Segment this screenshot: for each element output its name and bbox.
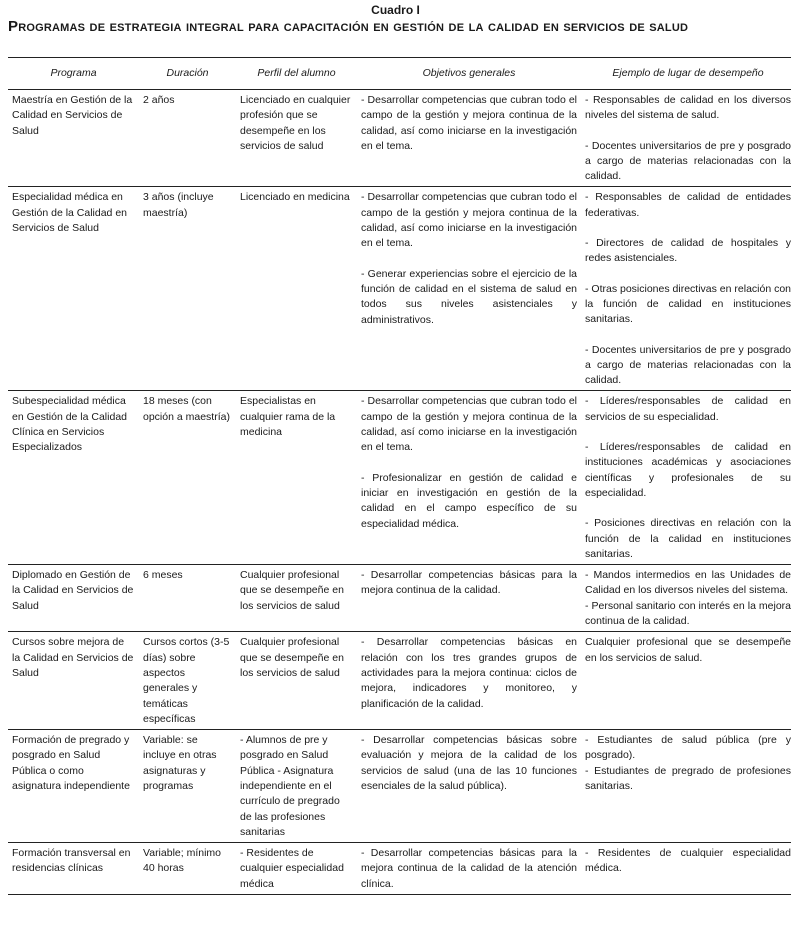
objetivo-item: - Desarrollar competencias básicas sobre evaluación y mejora de la calidad de los servicios de salud (una de las 10 funciones esenciales de la salud pública). (361, 734, 577, 792)
objetivo-item: - Desarrollar competencias que cubran todo el campo de la gestión y mejora continua de la calidad, así como iniciarse en la investigación en el tema. (361, 395, 577, 454)
table-body (8, 90, 791, 895)
table-row (8, 391, 791, 565)
ejemplo-item: - Responsables de calidad de entidades federativas. (585, 191, 791, 219)
ejemplo-item: Cualquier profesional que se desempeñe en los servicios de salud. (585, 636, 791, 664)
objetivo-item: - Desarrollar competencias básicas para la mejora continua de la calidad de la atención clínica. (361, 847, 577, 890)
cell-programa: Especialidad médica en Gestión de la Calidad en Servicios de Salud (8, 187, 139, 391)
cell-objetivos (357, 632, 581, 730)
cell-duracion: 3 años (incluye maestría) (139, 187, 236, 391)
cell-ejemplos (581, 565, 791, 632)
table-caption: Cuadro I (371, 3, 420, 17)
table-row (8, 730, 791, 843)
cell-objetivos (357, 90, 581, 187)
objetivo-item: - Generar experiencias sobre el ejercicio de la función de calidad en el sistema de salud en todos sus niveles asistenciales y administrativos. (361, 267, 577, 326)
cell-perfil: Cualquier profesional que se desempeñe en los servicios de salud (236, 632, 357, 730)
ejemplo-item: - Posiciones directivas en relación con la función de la calidad en instituciones sanitarias. (585, 517, 791, 560)
cell-ejemplos (581, 843, 791, 895)
table-title: Programas de estrategia integral para capacitación en gestión de la calidad en servicios de salud (8, 18, 689, 35)
cell-perfil: Cualquier profesional que se desempeñe en los servicios de salud (236, 565, 357, 632)
cell-ejemplos (581, 730, 791, 843)
objetivo-item: - Desarrollar competencias que cubran todo el campo de la gestión y mejora continua de la calidad, así como iniciarse en la investigación en el tema. (361, 94, 577, 152)
cell-duracion: 18 meses (con opción a maestría) (139, 391, 236, 565)
objetivo-item: - Desarrollar competencias básicas para la mejora continua de la calidad. (361, 569, 577, 597)
objetivo-item: - Desarrollar competencias que cubran todo el campo de la gestión y mejora continua de la calidad, así como iniciarse en la investigación en el tema. (361, 191, 577, 250)
table-row (8, 843, 791, 895)
header-objetivos: Objetivos generales (357, 58, 581, 90)
table-row (8, 632, 791, 730)
cell-programa: Maestría en Gestión de la Calidad en Servicios de Salud (8, 90, 139, 187)
ejemplo-item: - Docentes universitarios de pre y posgrado a cargo de materias relacionadas con la calidad. (585, 139, 791, 183)
cell-duracion: Cursos cortos (3-5 días) sobre aspectos generales y temáticas específicas (139, 632, 236, 730)
ejemplo-item: - Mandos intermedios en las Unidades de Calidad en los diversos niveles del sistema. (585, 569, 791, 597)
objetivo-item: - Profesionalizar en gestión de calidad e iniciar en investigación en gestión de la calidad en el campo específico de su especialidad médica. (361, 471, 577, 530)
ejemplo-item: - Personal sanitario con interés en la mejora continua de la calidad. (585, 599, 791, 628)
header-perfil: Perfil del alumno (236, 58, 357, 90)
cell-objetivos (357, 187, 581, 391)
cell-objetivos (357, 843, 581, 895)
header-programa: Programa (8, 58, 139, 90)
ejemplo-item: - Responsables de calidad en los diversos niveles del sistema de salud. (585, 94, 791, 122)
cell-duracion: 6 meses (139, 565, 236, 632)
cell-duracion: 2 años (139, 90, 236, 187)
ejemplo-item: - Directores de calidad de hospitales y redes asistenciales. (585, 237, 791, 265)
ejemplo-item: - Docentes universitarios de pre y posgrado a cargo de materias relacionadas con la calidad. (585, 343, 791, 387)
cell-ejemplos (581, 90, 791, 187)
cell-programa: Formación de pregrado y posgrado en Salud Pública o como asignatura independiente (8, 730, 139, 843)
cell-duracion: Variable: se incluye en otras asignaturas y programas (139, 730, 236, 843)
ejemplo-item: - Residentes de cualquier especialidad médica. (585, 847, 791, 875)
cell-perfil: Licenciado en cualquier profesión que se desempeñe en los servicios de salud (236, 90, 357, 187)
cell-perfil: - Alumnos de pre y posgrado en Salud Pública - Asignatura independiente en el currículo de pregrado de las profesiones sanitarias (236, 730, 357, 843)
table-row (8, 187, 791, 391)
ejemplo-item: - Líderes/responsables de calidad en instituciones académicas y asociaciones científicas y profesionales de su especialidad. (585, 441, 791, 499)
cell-perfil: - Residentes de cualquier especialidad médica (236, 843, 357, 895)
cell-perfil: Licenciado en medicina (236, 187, 357, 391)
table-row (8, 90, 791, 187)
table-header-row (8, 58, 791, 90)
ejemplo-item: - Estudiantes de salud pública (pre y posgrado). (585, 734, 791, 762)
ejemplo-item: - Otras posiciones directivas en relación con la función de calidad en instituciones sanitarias. (585, 282, 791, 326)
cell-objetivos (357, 565, 581, 632)
cell-ejemplos (581, 632, 791, 730)
ejemplo-item: - Líderes/responsables de calidad en servicios de su especialidad. (585, 395, 791, 423)
header-ejemplo: Ejemplo de lugar de desempeño (581, 58, 791, 90)
table-row (8, 565, 791, 632)
cell-programa: Cursos sobre mejora de la Calidad en Servicios de Salud (8, 632, 139, 730)
header-duracion: Duración (139, 58, 236, 90)
cell-ejemplos (581, 391, 791, 565)
cell-objetivos (357, 391, 581, 565)
ejemplo-item: - Estudiantes de pregrado de profesiones sanitarias. (585, 764, 791, 792)
programs-table (8, 57, 791, 895)
cell-perfil: Especialistas en cualquier rama de la medicina (236, 391, 357, 565)
objetivo-item: - Desarrollar competencias básicas en relación con los tres grandes grupos de actividades para la mejora continua: ciclos de mejora, indicadores y monitoreo, y planificación de la calidad. (361, 636, 577, 710)
cell-programa: Subespecialidad médica en Gestión de la Calidad Clínica en Servicios Especializados (8, 391, 139, 565)
cell-programa: Diplomado en Gestión de la Calidad en Servicios de Salud (8, 565, 139, 632)
cell-objetivos (357, 730, 581, 843)
cell-duracion: Variable; mínimo 40 horas (139, 843, 236, 895)
cell-programa: Formación transversal en residencias clínicas (8, 843, 139, 895)
cell-ejemplos (581, 187, 791, 391)
